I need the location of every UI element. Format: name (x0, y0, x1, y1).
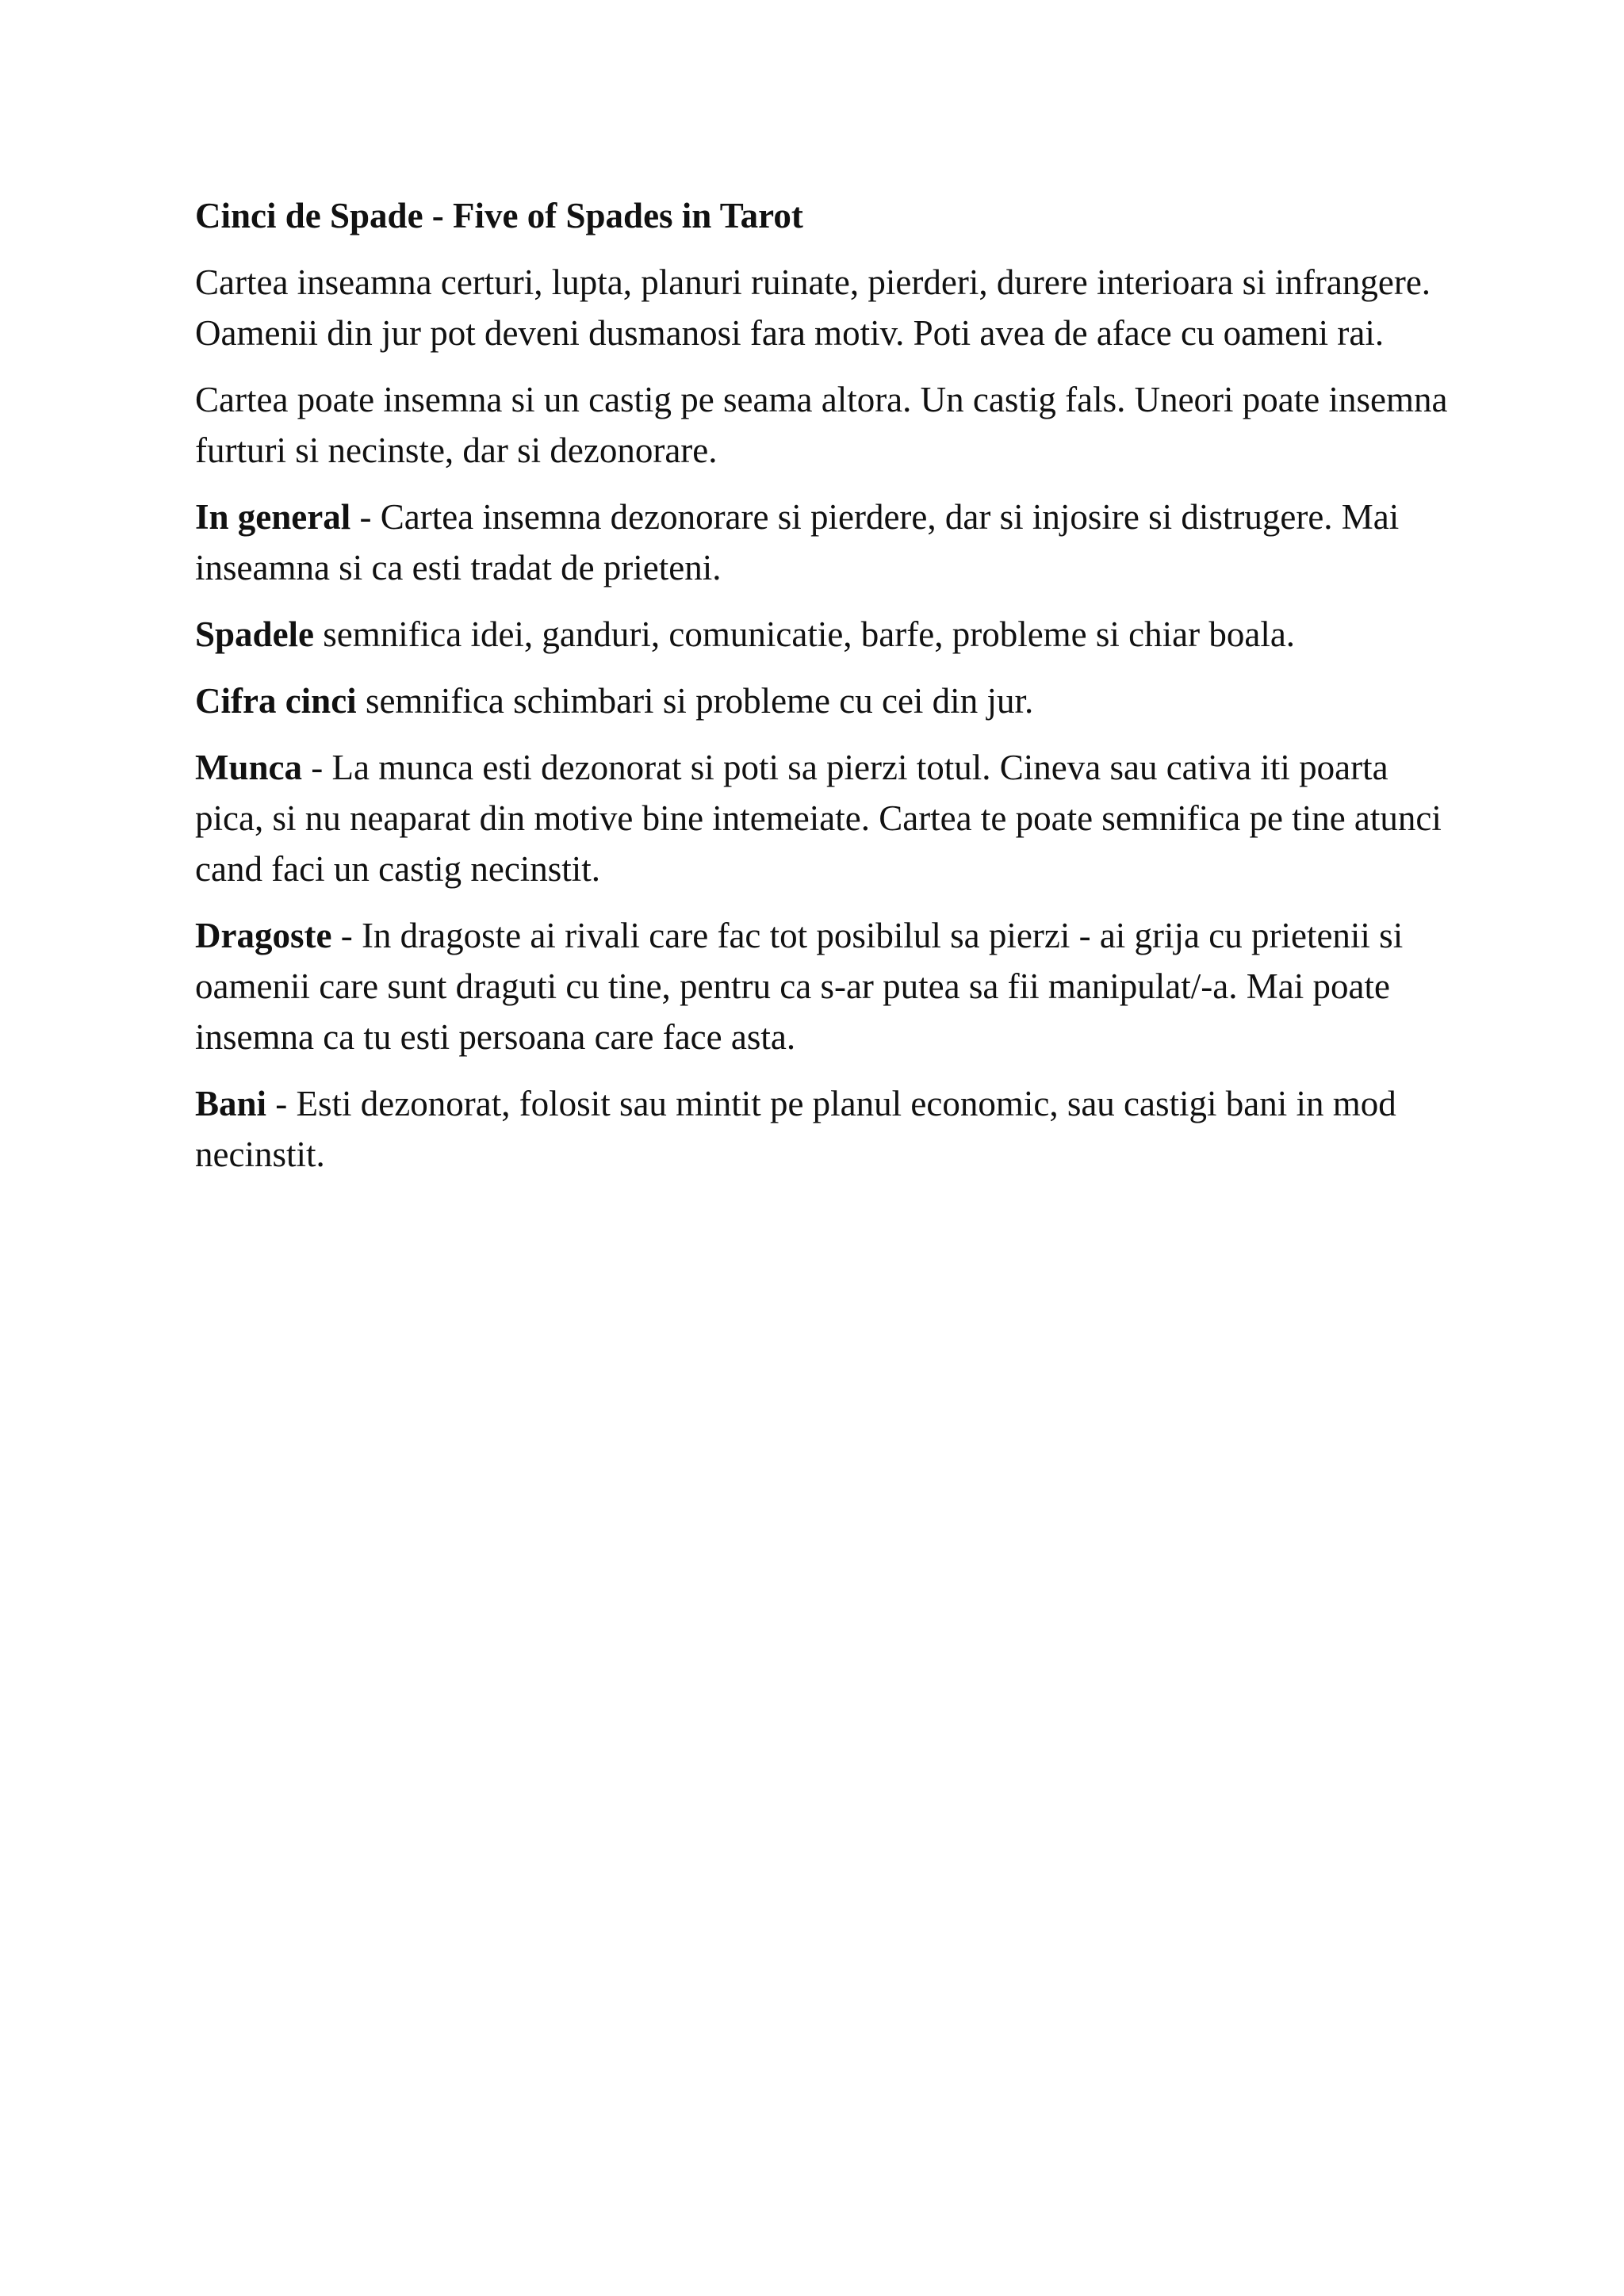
paragraph-term: In general (195, 497, 351, 537)
paragraph-text: - In dragoste ai rivali care fac tot posibilul sa pierzi - ai grija cu prietenii si oamenii care sunt draguti cu tine, pentru ca s-ar putea sa fii manipulat/-a. Mai poate insemna ca tu esti persoana care face asta. (195, 916, 1404, 1057)
paragraph-term: Cifra cinci (195, 681, 357, 721)
paragraph-number-five (195, 675, 1448, 726)
paragraph-spades (195, 609, 1448, 660)
paragraph-false-gain (195, 374, 1448, 476)
paragraph-love (195, 910, 1448, 1062)
paragraph-text: - La munca esti dezonorat si poti sa pierzi totul. Cineva sau cativa iti poarta pica, si nu neaparat din motive bine intemeiate. Cartea te poate semnifica pe tine atunci cand faci un castig necinstit. (195, 748, 1442, 889)
paragraph-term: Dragoste (195, 916, 332, 955)
paragraph-general (195, 492, 1448, 593)
paragraph-text: Cartea inseamna certuri, lupta, planuri ruinate, pierderi, durere interioara si infrangere. Oamenii din jur pot deveni dusmanosi fara motiv. Poti avea de aface cu oameni rai. (195, 262, 1431, 353)
paragraph-term: Munca (195, 748, 302, 787)
document-title: Cinci de Spade - Five of Spades in Tarot (195, 196, 803, 235)
paragraph-text: semnifica schimbari si probleme cu cei din jur. (356, 681, 1034, 721)
paragraph-term: Bani (195, 1084, 267, 1123)
document-body (195, 190, 1448, 1196)
paragraph-work (195, 742, 1448, 894)
paragraph-intro (195, 257, 1448, 358)
paragraph-text: semnifica idei, ganduri, comunicatie, barfe, probleme si chiar boala. (314, 614, 1296, 654)
paragraph-text: Cartea poate insemna si un castig pe seama altora. Un castig fals. Uneori poate insemna furturi si necinste, dar si dezonorare. (195, 380, 1448, 470)
paragraph-term: Spadele (195, 614, 315, 654)
paragraph-money (195, 1078, 1448, 1180)
paragraph-text: - Cartea insemna dezonorare si pierdere, dar si injosire si distrugere. Mai inseamna si ca esti tradat de prieteni. (195, 497, 1400, 587)
paragraph-text: - Esti dezonorat, folosit sau mintit pe planul economic, sau castigi bani in mod necinstit. (195, 1084, 1396, 1174)
